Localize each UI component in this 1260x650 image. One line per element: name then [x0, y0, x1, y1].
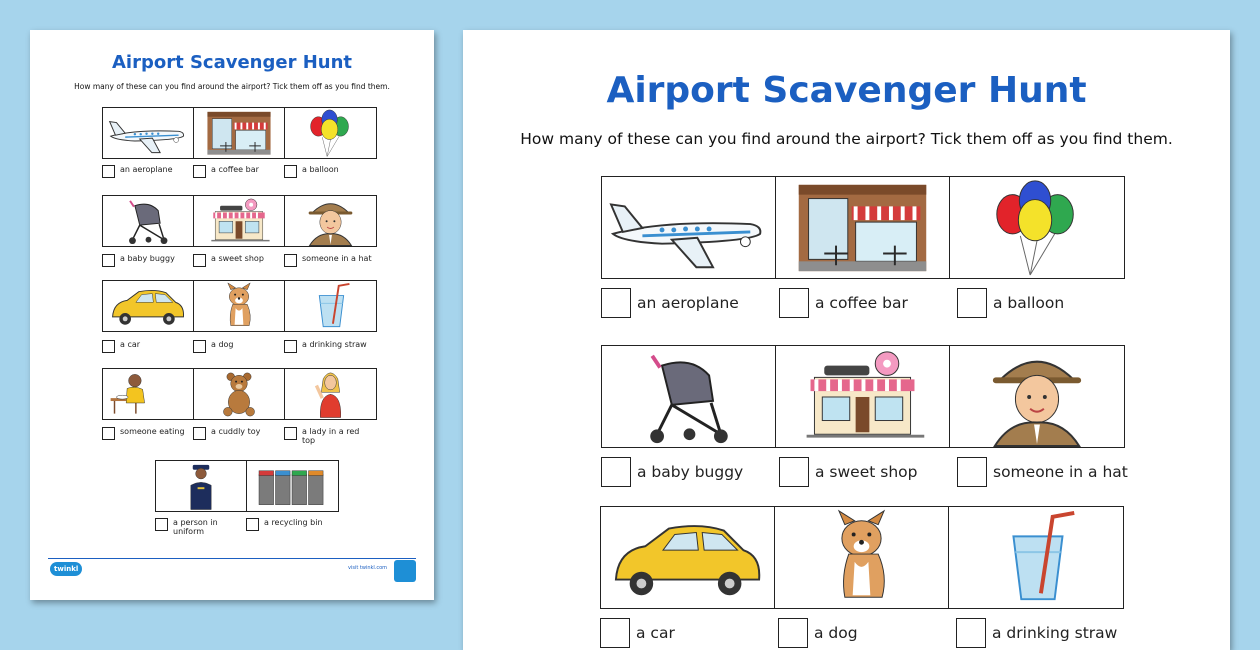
badge-icon: [394, 560, 416, 582]
car-icon: [601, 507, 775, 608]
person-eating-icon: [103, 369, 194, 419]
page-title: Airport Scavenger Hunt: [111, 52, 353, 73]
baby-buggy-icon: [602, 346, 776, 447]
item-label: a coffee bar: [815, 294, 908, 312]
checklist-item[interactable]: [193, 254, 284, 267]
footer-site: visit twinkl.com: [348, 565, 388, 571]
picture-row: [102, 195, 377, 247]
label-row: [600, 618, 1134, 648]
item-label: a car: [120, 340, 141, 349]
picture-row: [102, 280, 377, 332]
label-row: [102, 165, 375, 178]
item-label: someone eating: [120, 427, 185, 436]
footer-divider: [48, 558, 416, 559]
dog-icon: [775, 507, 949, 608]
tick-box[interactable]: [193, 340, 206, 353]
checklist-item[interactable]: [102, 165, 193, 178]
car-icon: [103, 281, 194, 331]
worksheet-preview-small: [30, 30, 434, 600]
checklist-item[interactable]: [601, 457, 779, 487]
item-label: a dog: [211, 340, 234, 349]
page-footer: [48, 552, 416, 582]
tick-box[interactable]: [193, 254, 206, 267]
baby-buggy-icon: [103, 196, 194, 246]
tick-box[interactable]: [284, 427, 297, 440]
tick-box[interactable]: [155, 518, 168, 531]
item-label: a coffee bar: [211, 165, 259, 174]
picture-row: [102, 107, 377, 159]
checklist-item[interactable]: [779, 288, 957, 318]
item-label: a person in uniform: [173, 518, 218, 536]
item-label: an aeroplane: [637, 294, 739, 312]
item-label: a cuddly toy: [211, 427, 261, 436]
instructions: How many of these can you find around the airport? Tick them off as you find them.: [520, 130, 1173, 148]
page-title: Airport Scavenger Hunt: [606, 70, 1087, 111]
tick-box[interactable]: [779, 288, 809, 318]
checklist-item[interactable]: [957, 457, 1135, 487]
item-label: someone in a hat: [993, 463, 1128, 481]
picture-row: [102, 368, 377, 420]
picture-row: [155, 460, 339, 512]
item-label: a balloon: [302, 165, 339, 174]
checklist-item[interactable]: [155, 518, 246, 536]
recycling-bin-icon: [247, 461, 338, 511]
checklist-item[interactable]: [956, 618, 1134, 648]
person-hat-icon: [285, 196, 376, 246]
tick-box[interactable]: [102, 340, 115, 353]
checklist-item[interactable]: [193, 427, 284, 445]
balloon-icon: [285, 108, 376, 158]
coffee-bar-icon: [776, 177, 950, 278]
checklist-item[interactable]: [102, 427, 193, 445]
item-label: an aeroplane: [120, 165, 173, 174]
checklist-item[interactable]: [246, 518, 337, 536]
tick-box[interactable]: [957, 457, 987, 487]
item-label: a dog: [814, 624, 858, 642]
label-row: [601, 457, 1135, 487]
label-row: [155, 518, 337, 536]
checklist-item[interactable]: [779, 457, 957, 487]
tick-box[interactable]: [102, 165, 115, 178]
tick-box[interactable]: [779, 457, 809, 487]
coffee-bar-icon: [194, 108, 285, 158]
tick-box[interactable]: [102, 427, 115, 440]
item-label: someone in a hat: [302, 254, 372, 263]
item-label: a baby buggy: [637, 463, 744, 481]
tick-box[interactable]: [284, 340, 297, 353]
twinkl-logo: twinkl: [50, 562, 82, 576]
tick-box[interactable]: [601, 457, 631, 487]
label-row: [102, 254, 375, 267]
checklist-item[interactable]: [284, 340, 375, 353]
checklist-item[interactable]: [193, 340, 284, 353]
worksheet-zoomed: [463, 30, 1230, 650]
tick-box[interactable]: [778, 618, 808, 648]
tick-box[interactable]: [601, 288, 631, 318]
sweet-shop-icon: [194, 196, 285, 246]
teddy-bear-icon: [194, 369, 285, 419]
tick-box[interactable]: [193, 165, 206, 178]
picture-row: [601, 345, 1125, 448]
checklist-item[interactable]: [284, 427, 375, 445]
item-label: a sweet shop: [815, 463, 918, 481]
dog-icon: [194, 281, 285, 331]
label-row: [601, 288, 1135, 318]
item-label: a lady in a red top: [302, 427, 360, 445]
item-label: a recycling bin: [264, 518, 323, 527]
item-label: a sweet shop: [211, 254, 264, 263]
tick-box[interactable]: [600, 618, 630, 648]
item-label: a drinking straw: [302, 340, 367, 349]
picture-row: [601, 176, 1125, 279]
balloon-icon: [950, 177, 1124, 278]
tick-box[interactable]: [102, 254, 115, 267]
label-row: [102, 340, 375, 353]
checklist-item[interactable]: [957, 288, 1135, 318]
tick-box[interactable]: [284, 254, 297, 267]
instructions: How many of these can you find around the airport? Tick them off as you find them.: [74, 82, 390, 91]
aeroplane-icon: [602, 177, 776, 278]
picture-row: [600, 506, 1124, 609]
tick-box[interactable]: [284, 165, 297, 178]
checklist-item[interactable]: [284, 165, 375, 178]
checklist-item[interactable]: [601, 288, 779, 318]
person-uniform-icon: [156, 461, 247, 511]
lady-red-top-icon: [285, 369, 376, 419]
tick-box[interactable]: [193, 427, 206, 440]
checklist-item[interactable]: [193, 165, 284, 178]
checklist-item[interactable]: [778, 618, 956, 648]
item-label: a baby buggy: [120, 254, 175, 263]
label-row: [102, 427, 375, 445]
item-label: a car: [636, 624, 675, 642]
item-label: a balloon: [993, 294, 1065, 312]
tick-box[interactable]: [956, 618, 986, 648]
aeroplane-icon: [103, 108, 194, 158]
checklist-item[interactable]: [102, 254, 193, 267]
person-hat-icon: [950, 346, 1124, 447]
drinking-straw-icon: [949, 507, 1123, 608]
tick-box[interactable]: [957, 288, 987, 318]
sweet-shop-icon: [776, 346, 950, 447]
checklist-item[interactable]: [284, 254, 375, 267]
checklist-item[interactable]: [102, 340, 193, 353]
tick-box[interactable]: [246, 518, 259, 531]
drinking-straw-icon: [285, 281, 376, 331]
item-label: a drinking straw: [992, 624, 1118, 642]
checklist-item[interactable]: [600, 618, 778, 648]
